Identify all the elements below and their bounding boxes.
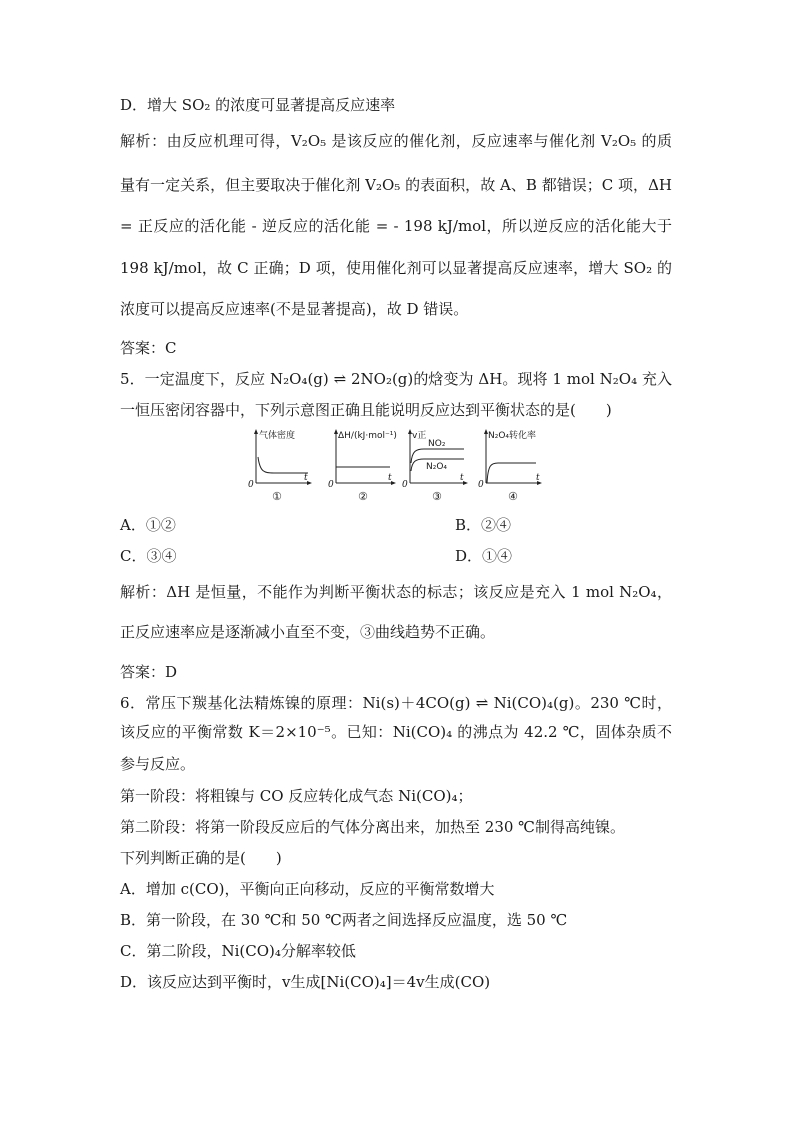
figure-1	[240, 427, 312, 505]
figure-1-t-label: t	[304, 473, 308, 483]
q6-stage-2: 第二阶段：将第一阶段反应后的气体分离出来，加热至 230 ℃制得高纯镍。	[120, 818, 625, 836]
figure-4	[478, 427, 550, 505]
figure-3-ylabel: v正	[412, 431, 427, 441]
q4-analysis-line-4: 198 kJ/mol，故 C 正确；D 项，使用催化剂可以显著提高反应速率，增大 SO₂ 的	[120, 259, 672, 277]
figure-2-origin: 0	[328, 480, 334, 490]
q6-stem-line-1: 6．常压下羰基化法精炼镍的原理：Ni(s)＋4CO(g) ⇌ Ni(CO)₄(g)。230 ℃时，	[120, 694, 672, 712]
q5-option-a: A．①②	[120, 516, 176, 534]
figure-3	[402, 427, 474, 505]
figure-3-t-label: t	[460, 473, 464, 483]
q4-analysis-line-1: 解析：由反应机理可得，V₂O₅ 是该反应的催化剂，反应速率与催化剂 V₂O₅ 的质	[120, 132, 672, 150]
figure-1-number: ①	[272, 490, 282, 503]
q6-stem-line-3: 参与反应。	[120, 755, 196, 773]
figure-4-origin: 0	[478, 480, 484, 490]
q6-question: 下列判断正确的是( )	[120, 849, 282, 867]
figure-2-number: ②	[358, 490, 368, 503]
figure-4-number: ④	[508, 490, 518, 503]
q6-option-b: B．第一阶段，在 30 ℃和 50 ℃两者之间选择反应温度，选 50 ℃	[120, 911, 568, 929]
figure-3-curve-no2: NO₂	[428, 439, 446, 449]
q5-figures	[240, 427, 560, 505]
q5-answer: 答案：D	[120, 663, 178, 681]
q6-option-c: C．第二阶段，Ni(CO)₄分解率较低	[120, 942, 356, 960]
q4-analysis-line-3: = 正反应的活化能 - 逆反应的活化能 = - 198 kJ/mol，所以逆反应的活化能大于	[120, 217, 672, 235]
q6-option-d: D．该反应达到平衡时，v生成[Ni(CO)₄]＝4v生成(CO)	[120, 973, 491, 991]
figure-3-curve-n2o4: N₂O₄	[426, 462, 448, 472]
figure-3-number: ③	[432, 490, 442, 503]
q6-stage-1: 第一阶段：将粗镍与 CO 反应转化成气态 Ni(CO)₄；	[120, 787, 473, 805]
q5-option-b: B．②④	[455, 516, 512, 534]
figure-4-ylabel: N₂O₄转化率	[488, 431, 537, 441]
q6-option-a: A．增加 c(CO)，平衡向正向移动，反应的平衡常数增大	[120, 880, 495, 898]
q4-option-d: D．增大 SO₂ 的浓度可显著提高反应速率	[120, 96, 396, 114]
q5-option-d: D．①④	[455, 547, 513, 565]
figure-3-origin: 0	[402, 480, 408, 490]
figure-1-ylabel: 气体密度	[259, 431, 296, 441]
q4-analysis-line-2: 量有一定关系，但主要取决于催化剂 V₂O₅ 的表面积，故 A、B 都错误；C 项，ΔH	[120, 176, 672, 194]
q4-analysis-line-5: 浓度可以提高反应速率(不是显著提高)，故 D 错误。	[120, 300, 469, 318]
figure-2-t-label: t	[388, 473, 392, 483]
figure-1-origin: 0	[248, 480, 254, 490]
figure-4-t-label: t	[536, 473, 540, 483]
q5-stem-line-2: 一恒压密闭容器中，下列示意图正确且能说明反应达到平衡状态的是( )	[120, 401, 612, 419]
q4-answer: 答案：C	[120, 339, 177, 357]
q6-stem-line-2: 该反应的平衡常数 K＝2×10⁻⁵。已知：Ni(CO)₄ 的沸点为 42.2 ℃，固体杂质不	[120, 723, 672, 741]
q5-stem-line-1: 5．一定温度下，反应 N₂O₄(g) ⇌ 2NO₂(g)的焓变为 ΔH。现将 1 mol N₂O₄ 充入	[120, 370, 672, 388]
figure-2	[324, 427, 396, 505]
q5-analysis-line-1: 解析：ΔH 是恒量，不能作为判断平衡状态的标志；该反应是充入 1 mol N₂O₄，	[120, 583, 672, 601]
figure-2-ylabel: ΔH/(kJ·mol⁻¹)	[338, 431, 397, 441]
q5-analysis-line-2: 正反应速率应是逐渐减小直至不变，③曲线趋势不正确。	[120, 623, 496, 641]
q5-option-c: C．③④	[120, 547, 177, 565]
